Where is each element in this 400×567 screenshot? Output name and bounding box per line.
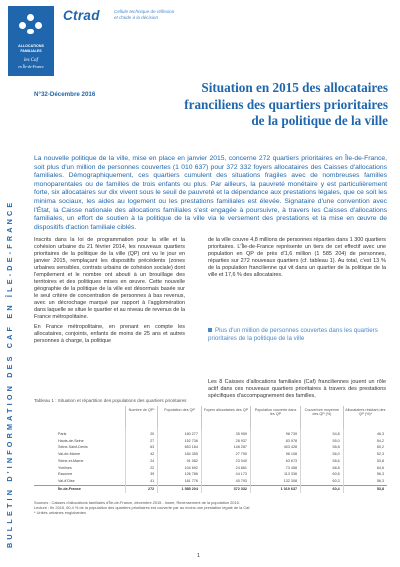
- table-cell: 56,3: [343, 472, 387, 479]
- logo-org-line2: FAMILIALES: [20, 48, 42, 53]
- square-bullet-icon: [208, 328, 212, 332]
- table-cell: Seine-et-Marne: [58, 458, 84, 463]
- table-caption: Tableau 1 : Situation et répartition des populations des quartiers prioritaires: [34, 398, 187, 403]
- table-cell: 20: [126, 429, 158, 438]
- caf-logo: [8, 6, 54, 76]
- table-cell: 152 736: [158, 438, 202, 445]
- body-column-left: [34, 237, 185, 348]
- table-cell: 53,8: [343, 486, 387, 493]
- table-cell: 60,3: [301, 478, 344, 485]
- table-cell: 653 184: [158, 445, 202, 452]
- title-line2: franciliens des quartiers prioritaires: [184, 96, 388, 112]
- issue-number: N°32-Décembre 2016: [34, 91, 96, 98]
- body-column-right: [208, 237, 386, 282]
- table-header-row: [34, 406, 387, 429]
- table-cell: 24: [126, 458, 158, 465]
- table-cell: 58,6: [301, 458, 344, 465]
- title-line3: de la politique de la ville: [251, 113, 388, 128]
- table-note-sources: Sources : Caisses d'allocations familiales d'Île-de-France, décembre 2015 - Insee, Recensement de la population 2015.: [34, 500, 240, 505]
- table-cell: 23 040: [201, 458, 250, 465]
- page-number: 1: [197, 553, 201, 559]
- table-cell: 64,6: [343, 465, 387, 472]
- vertical-bulletin-label: BULLETIN D'INFORMATION DES CAF EN ÎLE-DE-FRANCE: [5, 199, 14, 548]
- table-cell: 403 428: [250, 445, 300, 452]
- table-cell: 132 308: [250, 478, 300, 485]
- table-cell: 27 790: [201, 452, 250, 459]
- caf-logo-mark-icon: [19, 14, 43, 36]
- table-cell: 52,3: [343, 452, 387, 459]
- table-cell: 46,3: [343, 429, 387, 438]
- table-header-cell: Population couverte dans les QP: [250, 406, 300, 429]
- brand-subtitle-line2: et d'aide à la décision: [114, 14, 159, 20]
- table-cell: 372 332: [201, 486, 250, 493]
- table-cell: Seine-Saint-Denis: [58, 445, 88, 450]
- table-note-footnote: * Unités urbaines englobantes: [34, 510, 86, 515]
- table-cell: 56,3: [343, 478, 387, 485]
- table-cell: 40 793: [201, 478, 250, 485]
- table-header-cell: Couverture moyenne des QP (%): [301, 406, 344, 429]
- table-cell: 63: [126, 445, 158, 452]
- title-line1: Situation en 2015 des allocataires: [201, 80, 388, 95]
- table-cell: 27: [126, 438, 158, 445]
- table-cell: 126 786: [158, 472, 202, 479]
- table-cell: 83 978: [250, 438, 300, 445]
- table-cell: 60,4: [301, 486, 344, 493]
- table-cell: 60,6: [301, 472, 344, 479]
- table-row: [34, 472, 387, 479]
- body-left-paragraph: En France métropolitaine, en prenant en compte les allocataires, conjoints, enfants de moins de 25 ans et autres personnes à charge, la politique: [34, 324, 185, 344]
- table-cell: 22: [126, 465, 158, 472]
- table-cell: 63 673: [250, 458, 300, 465]
- body-right-paragraph: de la ville couvre 4,8 millions de personnes réparties dans 1 300 quartiers prioritaires. L'Île-de-France représente un tiers de cet effectif avec une population en QP de près d'1,6 million (1 585 204) de personnes, réparties sur 272 nouveaux quartiers (cf. tableau 1). Au total, c'est 13 % de la population francilienne qui vit dans un quartier de la politique de la ville et 17,6 % des allocataires.: [208, 237, 386, 278]
- table-cell: 1 010 637: [250, 486, 300, 493]
- table-cell: 68,8: [301, 465, 344, 472]
- callout-text: Plus d'un million de personnes couvertes dans les quartiers prioritaires de la politique de la ville: [208, 327, 378, 342]
- table-cell: 104 692: [158, 465, 202, 472]
- table-cell: 55,0: [301, 438, 344, 445]
- callout-quote: [208, 327, 383, 343]
- table-cell: 24 861: [201, 465, 250, 472]
- table-cell: Val-d'Oise: [58, 478, 75, 483]
- table-header-cell: Foyers allocataires des QP: [201, 406, 250, 429]
- table-cell: 39: [126, 472, 158, 479]
- body-left-paragraph: Inscrits dans la loi de programmation pour la ville et la cohésion urbaine du 21 février 2014, les nouveaux quartiers prioritaires de la politique de la ville (QP) ont vu le jour en janvier 2015, remplaçant les dispositifs précédents (zones urbaines sensibles, contrats urbains de cohésion sociale) dont l'empilement et le nombre ont abouti à un brouillage des territoires et des politiques mises en œuvre. Cette nouvelle géographie de la politique de la ville est désormais basée sur le seul critère de concentration de personnes à bas revenus, avec un décrochage marqué par rapport à l'agglomération dans laquelle se situe le quartier et au niveau de revenus de la France métropolitaine.: [34, 237, 185, 320]
- body-column-right-2: [208, 379, 386, 403]
- table-cell: 1 585 204: [158, 486, 202, 493]
- lead-paragraph: La nouvelle politique de la ville, mise en place en janvier 2015, concerne 272 quartiers prioritaires en Île-de-France, soit plus d'un million de personnes couvertes (1 010 637) pour 372 332 foyers allocataires des Caisses d'allocations familiales. Démographiquement, ces quartiers cumulent des situations fragiles avec de nombreuses familles monoparentales ou de familles de trois enfants ou plus. Par ailleurs, la pauvreté monétaire y est particulièrement forte, six allocataires sur dix vivent sous le seuil de pauvreté et la dépendance aux prestations légales, que ce soit les minima sociaux, les aides au logement ou les prestations familiales est élevée. Signataire d'une convention avec l'État, la Caisse nationale des allocations familiales s'est engagée à poursuivre, à travers les Caisses d'allocations familiales, un effort de soutien à la politique de la ville via le versement des prestations et la mise en œuvre de dispositifs d'action familiale ciblés.: [34, 155, 387, 231]
- table-row: [34, 478, 387, 485]
- table-cell: 54,2: [343, 438, 387, 445]
- table-cell: 96 108: [250, 452, 300, 459]
- table-row: [34, 429, 387, 438]
- table-row: [34, 458, 387, 465]
- table-cell: 272: [126, 486, 158, 493]
- table-cell: 42: [126, 452, 158, 459]
- table-cell: Hauts-de-Seine: [58, 438, 84, 443]
- table-cell: 98 739: [250, 429, 300, 438]
- logo-org-line1: ALLOCATIONS: [18, 44, 44, 48]
- table-cell: Essonne: [58, 472, 73, 477]
- table-cell: 58,8: [301, 445, 344, 452]
- table-header-cell: Allocataires résidant des QP (%)*: [343, 406, 387, 429]
- table-total-row: [34, 486, 387, 493]
- table-note-reading: Lecture : fin 2015, 60,4 % de la population des quartiers prioritaires est couverte par au moins une prestation légale de la Caf.: [34, 505, 251, 510]
- body-right-paragraph-2: Les 8 Caisses d'allocations familiales (Caf) franciliennes jouent un rôle actif dans ces nouveaux quartiers prioritaires à travers des prestations spécifiques d'accompagnement des familles,: [208, 379, 386, 399]
- table-cell: 54,8: [301, 429, 344, 438]
- table-row: [34, 465, 387, 472]
- table-header-cell: [34, 406, 126, 429]
- table-cell: 44 173: [201, 472, 250, 479]
- table-header-cell: Nombre de QP*: [126, 406, 158, 429]
- table-notes: [34, 500, 387, 515]
- table-row: [34, 438, 387, 445]
- table-cell: Île-de-France: [34, 486, 126, 493]
- table-cell: 53,8: [343, 458, 387, 465]
- table-row: [34, 452, 387, 459]
- brand-name: Ctrad: [63, 8, 100, 23]
- table-cell: 60,2: [343, 445, 387, 452]
- table-cell: Val-de-Marne: [58, 452, 81, 457]
- table-cell: 184 355: [158, 452, 202, 459]
- table-cell: 73 458: [250, 465, 300, 472]
- brand-subtitle-line1: Cellule technique de réflexion: [114, 9, 175, 14]
- population-table: [34, 406, 387, 493]
- brand-subtitle: [114, 9, 174, 20]
- page-title: [138, 80, 388, 130]
- table-cell: 41: [126, 478, 158, 485]
- table-cell: 56,0: [301, 452, 344, 459]
- table-cell: Yvelines: [58, 465, 72, 470]
- logo-region-line1: les Caf: [23, 58, 39, 63]
- table-cell: Paris: [58, 432, 67, 436]
- table-cell: 161 776: [158, 478, 202, 485]
- logo-region-line2: en Île-de-France: [18, 65, 44, 69]
- table-cell: 160 277: [158, 429, 202, 438]
- table-cell: 35 959: [201, 429, 250, 438]
- table-cell: 91 082: [158, 458, 202, 465]
- table-cell: 148 287: [201, 445, 250, 452]
- table-cell: 113 336: [250, 472, 300, 479]
- table-header-cell: Population des QP: [158, 406, 202, 429]
- table-row: [34, 445, 387, 452]
- table-cell: 28 937: [201, 438, 250, 445]
